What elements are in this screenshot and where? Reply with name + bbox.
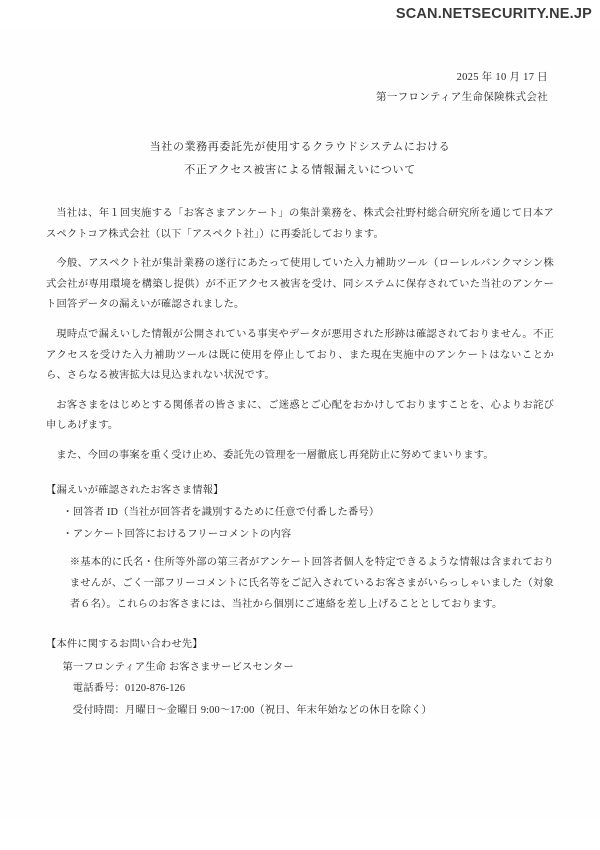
site-watermark: SCAN.NETSECURITY.NE.JP — [395, 6, 592, 22]
contact-hours: 受付時間：月曜日〜金曜日 9:00〜17:00（祝日、年末年始などの休日を除く） — [72, 704, 433, 716]
document-title — [46, 136, 554, 182]
contact-phone: 電話番号：0120-876-126 — [72, 683, 186, 695]
contact-section — [46, 635, 554, 721]
document-title-line-1: 当社の業務再委託先が使用するクラウドシステムにおける — [149, 140, 451, 153]
document-body — [46, 204, 554, 721]
document-title-line-2: 不正アクセス被害による情報漏えいについて — [184, 163, 416, 176]
paragraph: また、今回の事案を重く受け止め、委託先の管理を一層徹底し再発防止に努めてまいります。 — [56, 450, 494, 461]
leaked-information-heading: 【漏えいが確認されたお客さま情報】 — [46, 484, 224, 496]
leaked-information-note: ※基本的に氏名・住所等外部の第三者がアンケート回答者個人を特定できるような情報は含まれておりませんが、ごく一部フリーコメントに氏名等をご記入されているお客さまがいらっしゃいました（対象者６名）。これらのお客さまには、当社から個別にご連絡を差し上げることとしております。 — [69, 557, 554, 610]
paragraph: 今般、アスペクト社が集計業務の遂行にあたって使用していた入力補助ツール（ローレルバンクマシン株式会社が専用環境を構築し提供）が不正アクセス被害を受け、同システムに保存されていた当社のアンケート回答データの漏えいが確認されました。 — [46, 258, 554, 311]
document-date: 2025 年 10 月 17 日 — [456, 72, 548, 83]
document-meta — [46, 68, 548, 108]
list-item: ・回答者 ID（当社が回答者を識別するために任意で付番した番号） — [62, 507, 380, 519]
leaked-information-section — [46, 481, 554, 616]
paragraph: お客さまをはじめとする関係者の皆さまに、ご迷惑とご心配をおかけしておりますことを、心よりお詫び申しあげます。 — [46, 399, 554, 432]
paragraph: 当社は、年１回実施する「お客さまアンケート」の集計業務を、株式会社野村総合研究所を通じて日本アスペクトコア株式会社（以下「アスペクト社」）に再委託しております。 — [46, 208, 554, 240]
list-item: ・アンケート回答におけるフリーコメントの内容 — [62, 528, 292, 540]
paragraph: 現時点で漏えいした情報が公開されている事実やデータが悪用された形跡は確認されておりません。不正アクセスを受けた入力補助ツールは既に使用を停止しており、また現在実施中のアンケートはないことから、さらなる被害拡大は見込まれない状況です。 — [46, 329, 554, 382]
document-issuer: 第一フロンティア生命保険株式会社 — [376, 91, 548, 103]
contact-center-name: 第一フロンティア生命 お客さまサービスセンター — [62, 661, 294, 673]
document-page — [0, 30, 600, 820]
contact-heading: 【本件に関するお問い合わせ先】 — [46, 639, 203, 651]
